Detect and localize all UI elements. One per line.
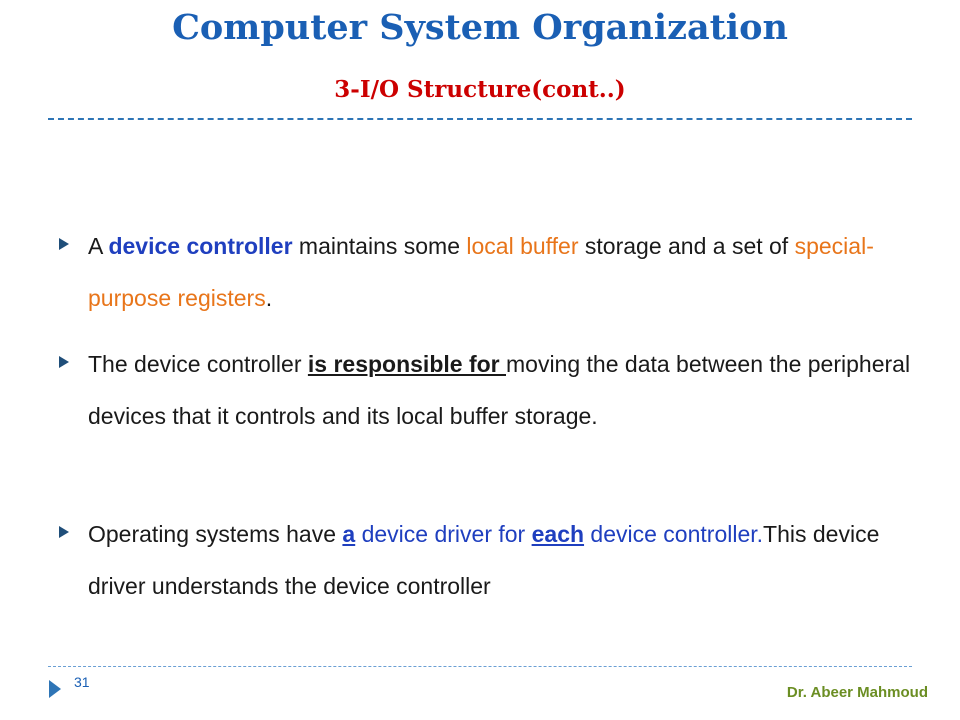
emphasis-each: each bbox=[531, 521, 585, 547]
bullet-item-3 bbox=[88, 508, 918, 612]
slide-title: Computer System Organization bbox=[172, 7, 788, 48]
triangle-bullet-icon bbox=[56, 354, 72, 370]
text-run: Operating systems have bbox=[88, 521, 343, 547]
emphasis-a: a bbox=[342, 521, 356, 547]
bullet-item-2 bbox=[88, 338, 918, 442]
text-run: storage and a set of bbox=[578, 233, 795, 259]
text-run: . bbox=[265, 285, 273, 311]
text-run: The device controller bbox=[88, 351, 308, 377]
title-divider bbox=[48, 118, 912, 120]
author-name: Dr. Abeer Mahmoud bbox=[786, 684, 928, 701]
bullet-item-1 bbox=[88, 220, 918, 324]
triangle-bullet-icon bbox=[56, 236, 72, 252]
term-local-buffer: local buffer bbox=[466, 233, 579, 259]
text-run: maintains some bbox=[292, 233, 467, 259]
text-run: This device driver understands the device controller bbox=[88, 521, 880, 599]
text-run-blue: device controller. bbox=[584, 521, 764, 547]
footer-divider bbox=[48, 666, 912, 667]
text-run: A bbox=[88, 233, 109, 259]
triangle-bullet-icon bbox=[56, 524, 72, 540]
footer-arrow-icon bbox=[48, 679, 62, 704]
emphasis-is-responsible-for: is responsible for bbox=[307, 351, 506, 377]
term-special-purpose-registers: special-purpose registers bbox=[88, 233, 874, 311]
term-device-controller: device controller bbox=[108, 233, 293, 259]
page-number: 31 bbox=[74, 674, 90, 690]
text-run: moving the data between the peripheral devices that it controls and its local buffer storage. bbox=[88, 351, 911, 429]
text-run-blue: device driver for bbox=[355, 521, 532, 547]
slide-subtitle: 3-I/O Structure(cont..) bbox=[334, 76, 626, 103]
